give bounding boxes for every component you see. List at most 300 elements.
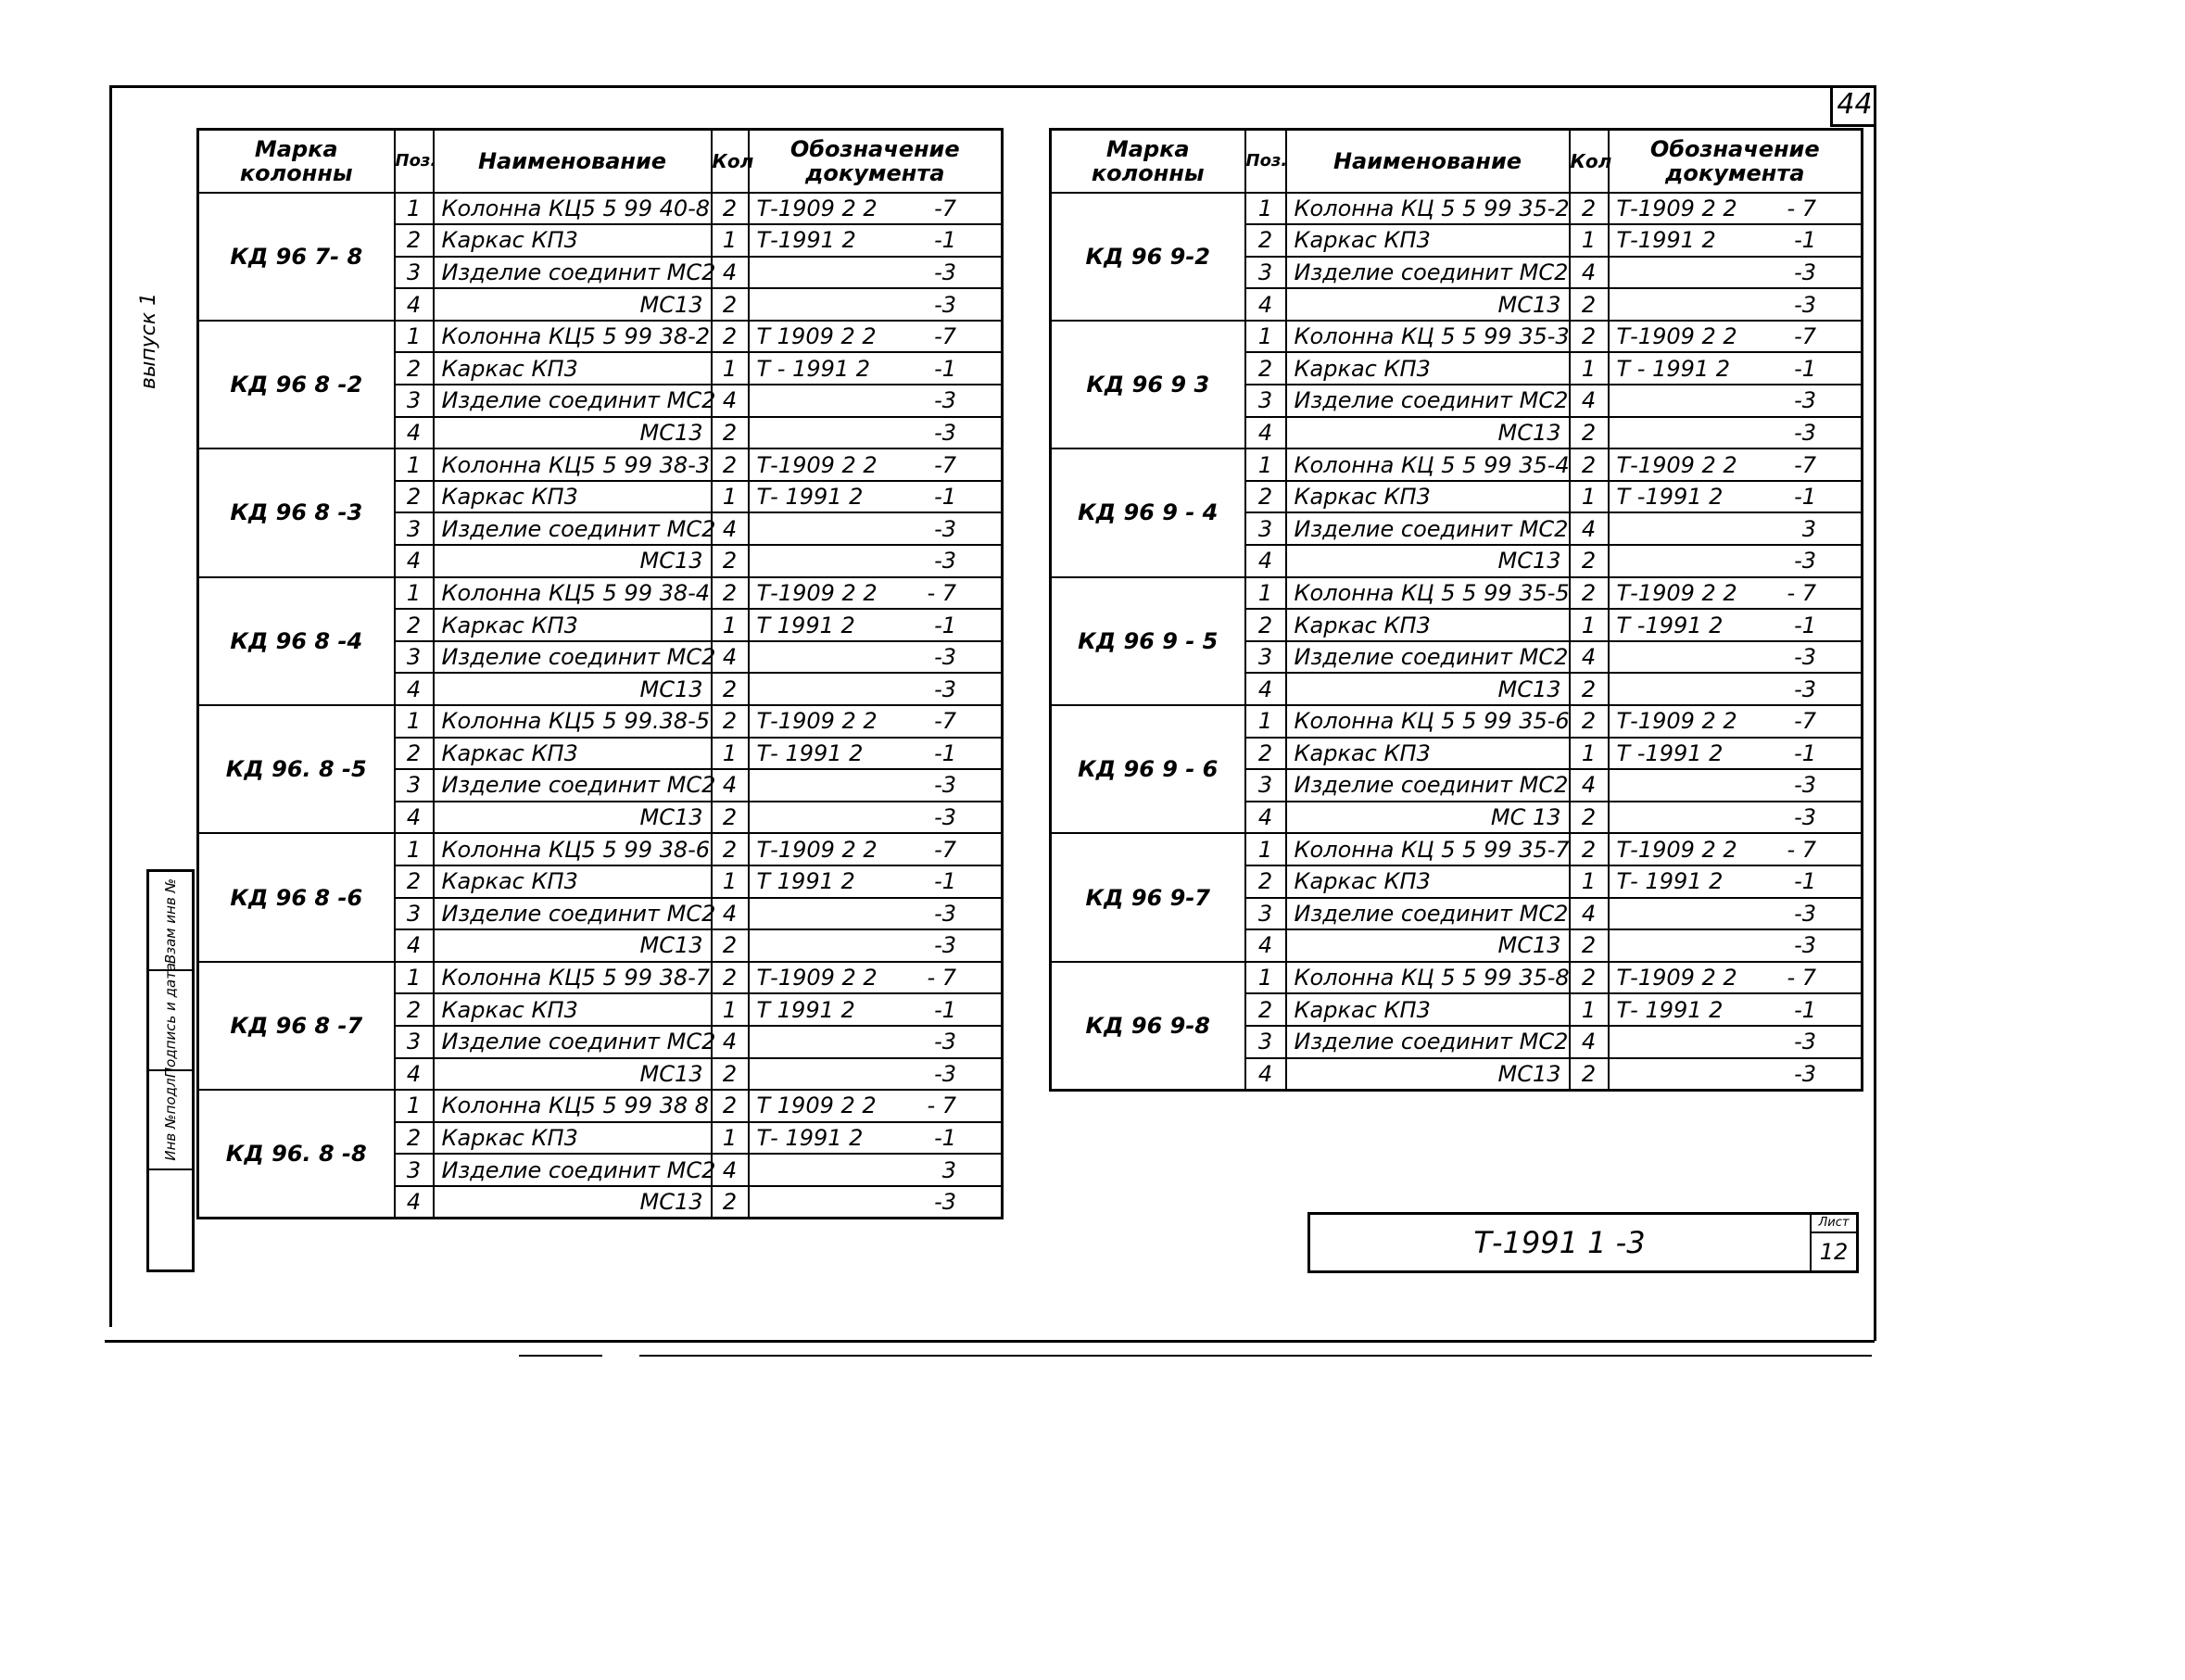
sheet-box: [1810, 1215, 1856, 1270]
item-name: Изделие соединит МС2: [1286, 769, 1570, 802]
item-name: МС13: [434, 288, 712, 321]
item-pos: 2: [395, 865, 434, 898]
item-pos: 1: [1245, 705, 1286, 738]
item-name: Изделие соединит МС2: [1286, 898, 1570, 930]
item-name: Колонна КЦ5 5 99 38-7: [434, 962, 712, 994]
doc-number: Т -1991 2: [1616, 612, 1724, 638]
item-qty: 2: [712, 962, 749, 994]
item-name: Колонна КЦ5 5 99 38-3: [434, 448, 712, 481]
item-qty: 2: [712, 193, 749, 225]
doc-number: Т-1909 2 2: [1616, 195, 1737, 221]
header-pos: Поз.: [1245, 130, 1286, 193]
item-qty: 2: [712, 417, 749, 449]
table-row: [1051, 962, 1863, 994]
doc-number: Т -1991 2: [1616, 484, 1724, 511]
sheet-label: Лист: [1812, 1215, 1856, 1233]
item-pos: 4: [395, 673, 434, 705]
table-row: [1051, 833, 1863, 865]
item-qty: 4: [712, 512, 749, 545]
doc-suffix: - 7: [1787, 579, 1816, 606]
item-qty: 2: [1570, 1058, 1609, 1091]
item-pos: 4: [395, 545, 434, 577]
item-qty: 2: [1570, 929, 1609, 962]
item-doc: [749, 224, 1003, 257]
item-qty: 1: [712, 352, 749, 385]
column-mark: КД 96 9 3: [1051, 321, 1245, 448]
item-pos: 2: [395, 738, 434, 770]
item-pos: 3: [1245, 769, 1286, 802]
doc-suffix: -3: [1794, 644, 1816, 671]
item-pos: 1: [395, 193, 434, 225]
item-name: МС13: [1286, 417, 1570, 449]
item-doc: [1609, 288, 1863, 321]
item-doc: [1609, 1026, 1863, 1058]
sheet-number: 44: [1830, 85, 1876, 127]
doc-suffix: 3: [941, 1156, 956, 1183]
doc-number: Т-1909 2 2: [756, 579, 878, 606]
doc-suffix: -3: [1794, 1029, 1816, 1055]
item-doc: [749, 929, 1003, 962]
item-doc: [749, 962, 1003, 994]
column-mark: КД 96 7- 8: [198, 193, 395, 321]
item-name: Изделие соединит МС2: [434, 512, 712, 545]
table-row: [198, 577, 1003, 610]
item-doc: [749, 865, 1003, 898]
item-qty: 2: [1570, 193, 1609, 225]
item-pos: 3: [1245, 257, 1286, 289]
item-doc: [1609, 962, 1863, 994]
item-pos: 2: [395, 609, 434, 641]
item-qty: 1: [1570, 224, 1609, 257]
item-doc: [749, 993, 1003, 1026]
item-name: Изделие соединит МС2: [434, 898, 712, 930]
item-doc: [749, 193, 1003, 225]
item-name: Колонна КЦ 5 5 99 35-6: [1286, 705, 1570, 738]
item-pos: 3: [395, 1026, 434, 1058]
header-pos: Поз.: [395, 130, 434, 193]
item-name: Колонна КЦ5 5 99 38-2: [434, 321, 712, 353]
item-doc: [1609, 641, 1863, 674]
item-doc: [749, 673, 1003, 705]
item-qty: 1: [712, 738, 749, 770]
item-doc: [1609, 577, 1863, 610]
frame-bottom-border: [105, 1340, 1875, 1343]
item-qty: 2: [712, 802, 749, 834]
table-row: [198, 1090, 1003, 1122]
doc-suffix: -3: [1794, 900, 1816, 927]
item-name: МС13: [434, 417, 712, 449]
doc-suffix: -3: [934, 772, 956, 799]
spec-table-right: [1049, 128, 1863, 1092]
doc-suffix: -1: [1794, 484, 1816, 511]
item-name: Колонна КЦ 5 5 99 35-4: [1286, 448, 1570, 481]
item-name: Каркас КП3: [434, 738, 712, 770]
item-doc: [749, 609, 1003, 641]
header-mark: Марка колонны: [198, 130, 395, 193]
item-name: МС13: [1286, 929, 1570, 962]
item-doc: [749, 512, 1003, 545]
doc-suffix: -3: [934, 419, 956, 446]
item-qty: 2: [712, 929, 749, 962]
table-row: [1051, 193, 1863, 225]
item-qty: 2: [1570, 962, 1609, 994]
item-name: Каркас КП3: [1286, 993, 1570, 1026]
column-mark: КД 96. 8 -8: [198, 1090, 395, 1218]
item-qty: 2: [712, 321, 749, 353]
item-doc: [749, 1090, 1003, 1122]
item-pos: 2: [1245, 609, 1286, 641]
item-doc: [749, 1058, 1003, 1091]
item-name: Каркас КП3: [1286, 865, 1570, 898]
item-name: Каркас КП3: [434, 865, 712, 898]
item-pos: 1: [395, 321, 434, 353]
doc-suffix: -3: [934, 900, 956, 927]
doc-suffix: -1: [1794, 227, 1816, 254]
item-doc: [1609, 993, 1863, 1026]
item-doc: [749, 545, 1003, 577]
item-name: Колонна КЦ 5 5 99 35-2: [1286, 193, 1570, 225]
doc-number: Т-1909 2 2: [1616, 323, 1737, 350]
item-doc: [749, 641, 1003, 674]
table-header-row: [1051, 130, 1863, 193]
item-pos: 3: [1245, 512, 1286, 545]
item-qty: 1: [712, 481, 749, 513]
item-pos: 2: [395, 352, 434, 385]
item-doc: [749, 1122, 1003, 1155]
item-name: МС13: [1286, 545, 1570, 577]
doc-suffix: - 7: [1787, 836, 1816, 863]
doc-suffix: - 7: [927, 965, 956, 992]
doc-suffix: -3: [1794, 676, 1816, 702]
item-name: МС13: [434, 1058, 712, 1091]
item-pos: 1: [1245, 321, 1286, 353]
doc-number: Т-1909 2 2: [756, 965, 878, 992]
header-mark: Марка колонны: [1051, 130, 1245, 193]
column-mark: КД 96 9 - 4: [1051, 448, 1245, 576]
item-name: Изделие соединит МС2: [434, 257, 712, 289]
item-pos: 3: [395, 385, 434, 417]
item-qty: 1: [1570, 352, 1609, 385]
table-row: [198, 833, 1003, 865]
item-pos: 2: [1245, 738, 1286, 770]
item-name: Изделие соединит МС2: [434, 1026, 712, 1058]
item-doc: [1609, 385, 1863, 417]
item-doc: [749, 448, 1003, 481]
column-mark: КД 96 8 -7: [198, 962, 395, 1090]
item-qty: 1: [1570, 481, 1609, 513]
doc-number: Т 1909 2 2: [756, 323, 877, 350]
item-qty: 2: [1570, 321, 1609, 353]
item-pos: 1: [395, 962, 434, 994]
doc-number: Т-1909 2 2: [1616, 708, 1737, 735]
doc-suffix: -7: [934, 836, 956, 863]
item-doc: [1609, 609, 1863, 641]
doc-number: Т-1909 2 2: [1616, 579, 1737, 606]
item-qty: 1: [712, 224, 749, 257]
item-qty: 2: [712, 673, 749, 705]
item-pos: 4: [395, 929, 434, 962]
item-name: Каркас КП3: [434, 481, 712, 513]
item-name: Колонна КЦ5 5 99 38-4: [434, 577, 712, 610]
item-doc: [1609, 417, 1863, 449]
item-name: Колонна КЦ 5 5 99 35-5: [1286, 577, 1570, 610]
doc-number: Т-1909 2 2: [1616, 836, 1737, 863]
column-mark: КД 96 8 -3: [198, 448, 395, 576]
doc-suffix: -3: [934, 932, 956, 959]
item-name: Изделие соединит МС2: [434, 385, 712, 417]
table-row: [198, 962, 1003, 994]
item-pos: 4: [395, 288, 434, 321]
column-mark: КД 96 8 -2: [198, 321, 395, 448]
doc-number: Т - 1991 2: [1616, 355, 1731, 382]
item-qty: 4: [712, 769, 749, 802]
item-qty: 2: [1570, 417, 1609, 449]
doc-suffix: -7: [934, 195, 956, 221]
item-pos: 3: [395, 641, 434, 674]
item-name: МС13: [434, 1186, 712, 1219]
item-doc: [1609, 898, 1863, 930]
item-name: МС13: [434, 673, 712, 705]
item-pos: 3: [1245, 641, 1286, 674]
doc-number: Т- 1991 2: [1616, 996, 1724, 1023]
doc-suffix: -1: [1794, 739, 1816, 766]
item-name: Каркас КП3: [434, 352, 712, 385]
doc-suffix: - 7: [1787, 965, 1816, 992]
doc-suffix: -3: [1794, 772, 1816, 799]
item-doc: [749, 898, 1003, 930]
item-name: Колонна КЦ 5 5 99 35-7: [1286, 833, 1570, 865]
item-pos: 4: [395, 417, 434, 449]
sheet-value: 12: [1819, 1239, 1849, 1265]
item-qty: 4: [712, 898, 749, 930]
doc-number: Т-1991 2: [756, 227, 856, 254]
item-pos: 4: [1245, 545, 1286, 577]
item-name: МС13: [1286, 673, 1570, 705]
item-doc: [749, 288, 1003, 321]
stamp-cell: [149, 1071, 192, 1170]
table-row: [198, 448, 1003, 481]
doc-suffix: -7: [934, 323, 956, 350]
item-doc: [749, 738, 1003, 770]
doc-suffix: -3: [1794, 1060, 1816, 1087]
frame-left-border: [109, 85, 112, 1327]
item-doc: [1609, 738, 1863, 770]
item-qty: 2: [712, 705, 749, 738]
item-doc: [1609, 929, 1863, 962]
item-doc: [749, 577, 1003, 610]
item-name: Колонна КЦ 5 5 99 35-8: [1286, 962, 1570, 994]
item-doc: [1609, 352, 1863, 385]
doc-suffix: -3: [1794, 259, 1816, 285]
table-row: [198, 321, 1003, 353]
item-doc: [749, 417, 1003, 449]
item-name: Изделие соединит МС2: [1286, 1026, 1570, 1058]
column-mark: КД 96. 8 -5: [198, 705, 395, 833]
column-mark: КД 96 9 - 5: [1051, 577, 1245, 705]
item-name: Каркас КП3: [434, 609, 712, 641]
doc-number: Т-1991 2: [1616, 227, 1716, 254]
doc-number: Т -1991 2: [1616, 739, 1724, 766]
item-pos: 1: [395, 577, 434, 610]
item-pos: 3: [1245, 1026, 1286, 1058]
item-pos: 1: [1245, 577, 1286, 610]
item-qty: 2: [712, 1090, 749, 1122]
doc-suffix: -1: [934, 227, 956, 254]
table-row: [1051, 705, 1863, 738]
table-body-right: [1051, 193, 1863, 1091]
item-qty: 4: [712, 1154, 749, 1186]
item-pos: 1: [395, 448, 434, 481]
item-pos: 2: [395, 481, 434, 513]
item-name: Каркас КП3: [1286, 609, 1570, 641]
item-qty: 2: [1570, 448, 1609, 481]
item-doc: [749, 352, 1003, 385]
item-name: Изделие соединит МС2: [1286, 257, 1570, 289]
item-qty: 1: [712, 865, 749, 898]
item-name: Изделие соединит МС2: [434, 1154, 712, 1186]
doc-number: Т 1991 2: [756, 868, 855, 895]
doc-suffix: -3: [1794, 387, 1816, 414]
item-doc: [749, 481, 1003, 513]
stamp-cell: [149, 872, 192, 971]
item-qty: 4: [1570, 385, 1609, 417]
item-doc: [1609, 512, 1863, 545]
item-pos: 1: [1245, 448, 1286, 481]
stamp-label: Подпись и дата: [162, 962, 179, 1078]
item-doc: [1609, 1058, 1863, 1091]
doc-number: Т 1991 2: [756, 996, 855, 1023]
item-name: Каркас КП3: [1286, 481, 1570, 513]
doc-suffix: -3: [934, 1029, 956, 1055]
doc-suffix: -3: [934, 387, 956, 414]
item-doc: [749, 1026, 1003, 1058]
item-pos: 3: [395, 769, 434, 802]
doc-suffix: -1: [934, 612, 956, 638]
item-name: МС13: [1286, 288, 1570, 321]
doc-suffix: -1: [934, 484, 956, 511]
item-qty: 4: [1570, 769, 1609, 802]
table-body-left: [198, 193, 1003, 1219]
item-name: Каркас КП3: [1286, 224, 1570, 257]
item-name: МС13: [1286, 1058, 1570, 1091]
stamp-strip: [146, 869, 195, 1272]
doc-suffix: - 7: [927, 1093, 956, 1119]
item-name: Изделие соединит МС2: [434, 769, 712, 802]
item-pos: 3: [395, 898, 434, 930]
doc-suffix: -1: [934, 355, 956, 382]
item-doc: [1609, 193, 1863, 225]
doc-suffix: -1: [934, 996, 956, 1023]
frame-right-border: [1874, 85, 1876, 1341]
item-pos: 3: [1245, 385, 1286, 417]
item-pos: 3: [1245, 898, 1286, 930]
doc-suffix: -3: [934, 515, 956, 542]
item-pos: 4: [1245, 288, 1286, 321]
item-name: Колонна КЦ 5 5 99 35-3: [1286, 321, 1570, 353]
frame-top-border: [111, 85, 1876, 88]
doc-suffix: -1: [1794, 868, 1816, 895]
doc-suffix: -7: [1794, 708, 1816, 735]
item-name: Каркас КП3: [1286, 738, 1570, 770]
doc-suffix: -3: [934, 1060, 956, 1087]
doc-suffix: -1: [934, 739, 956, 766]
doc-number: Т-1909 2 2: [756, 836, 878, 863]
doc-suffix: -7: [1794, 451, 1816, 478]
doc-number: Т-1909 2 2: [1616, 451, 1737, 478]
item-qty: 1: [712, 609, 749, 641]
item-doc: [1609, 545, 1863, 577]
item-pos: 4: [395, 1186, 434, 1219]
doc-suffix: -3: [934, 259, 956, 285]
item-name: МС13: [434, 929, 712, 962]
item-qty: 1: [1570, 609, 1609, 641]
item-name: МС 13: [1286, 802, 1570, 834]
item-name: Каркас КП3: [1286, 352, 1570, 385]
item-doc: [749, 769, 1003, 802]
item-pos: 3: [395, 512, 434, 545]
item-pos: 3: [395, 1154, 434, 1186]
doc-suffix: -3: [934, 804, 956, 831]
doc-suffix: -3: [934, 548, 956, 575]
item-qty: 1: [1570, 865, 1609, 898]
item-doc: [1609, 833, 1863, 865]
item-qty: 1: [1570, 993, 1609, 1026]
doc-number: Т- 1991 2: [756, 484, 864, 511]
item-doc: [749, 705, 1003, 738]
item-name: Изделие соединит МС2: [1286, 512, 1570, 545]
item-doc: [1609, 224, 1863, 257]
item-name: Изделие соединит МС2: [1286, 641, 1570, 674]
item-doc: [749, 385, 1003, 417]
item-qty: 1: [712, 1122, 749, 1155]
title-block: [1307, 1212, 1859, 1273]
table-row: [198, 705, 1003, 738]
item-qty: 2: [712, 448, 749, 481]
column-mark: КД 96 8 -6: [198, 833, 395, 961]
doc-number: Т 1909 2 2: [756, 1093, 877, 1119]
doc-suffix: -1: [934, 1125, 956, 1152]
column-mark: КД 96 9-7: [1051, 833, 1245, 961]
item-doc: [1609, 673, 1863, 705]
doc-suffix: -1: [934, 868, 956, 895]
item-doc: [1609, 321, 1863, 353]
doc-number: Т-1909 2 2: [756, 451, 878, 478]
item-pos: 4: [1245, 417, 1286, 449]
stamp-cell: [149, 962, 192, 1078]
item-pos: 4: [1245, 1058, 1286, 1091]
item-pos: 4: [1245, 802, 1286, 834]
item-pos: 1: [1245, 833, 1286, 865]
item-qty: 2: [1570, 288, 1609, 321]
table-row: [1051, 577, 1863, 610]
item-name: Каркас КП3: [434, 993, 712, 1026]
item-pos: 1: [395, 833, 434, 865]
bottom-line-fragment: [639, 1355, 1872, 1357]
item-qty: 2: [712, 1186, 749, 1219]
item-name: Каркас КП3: [434, 1122, 712, 1155]
item-qty: 4: [712, 385, 749, 417]
item-pos: 2: [395, 1122, 434, 1155]
item-doc: [1609, 448, 1863, 481]
doc-suffix: 3: [1801, 515, 1816, 542]
item-name: Каркас КП3: [434, 224, 712, 257]
item-qty: 4: [712, 1026, 749, 1058]
item-qty: 4: [1570, 1026, 1609, 1058]
doc-suffix: -3: [1794, 932, 1816, 959]
item-pos: 2: [1245, 224, 1286, 257]
item-qty: 2: [1570, 673, 1609, 705]
item-doc: [1609, 865, 1863, 898]
